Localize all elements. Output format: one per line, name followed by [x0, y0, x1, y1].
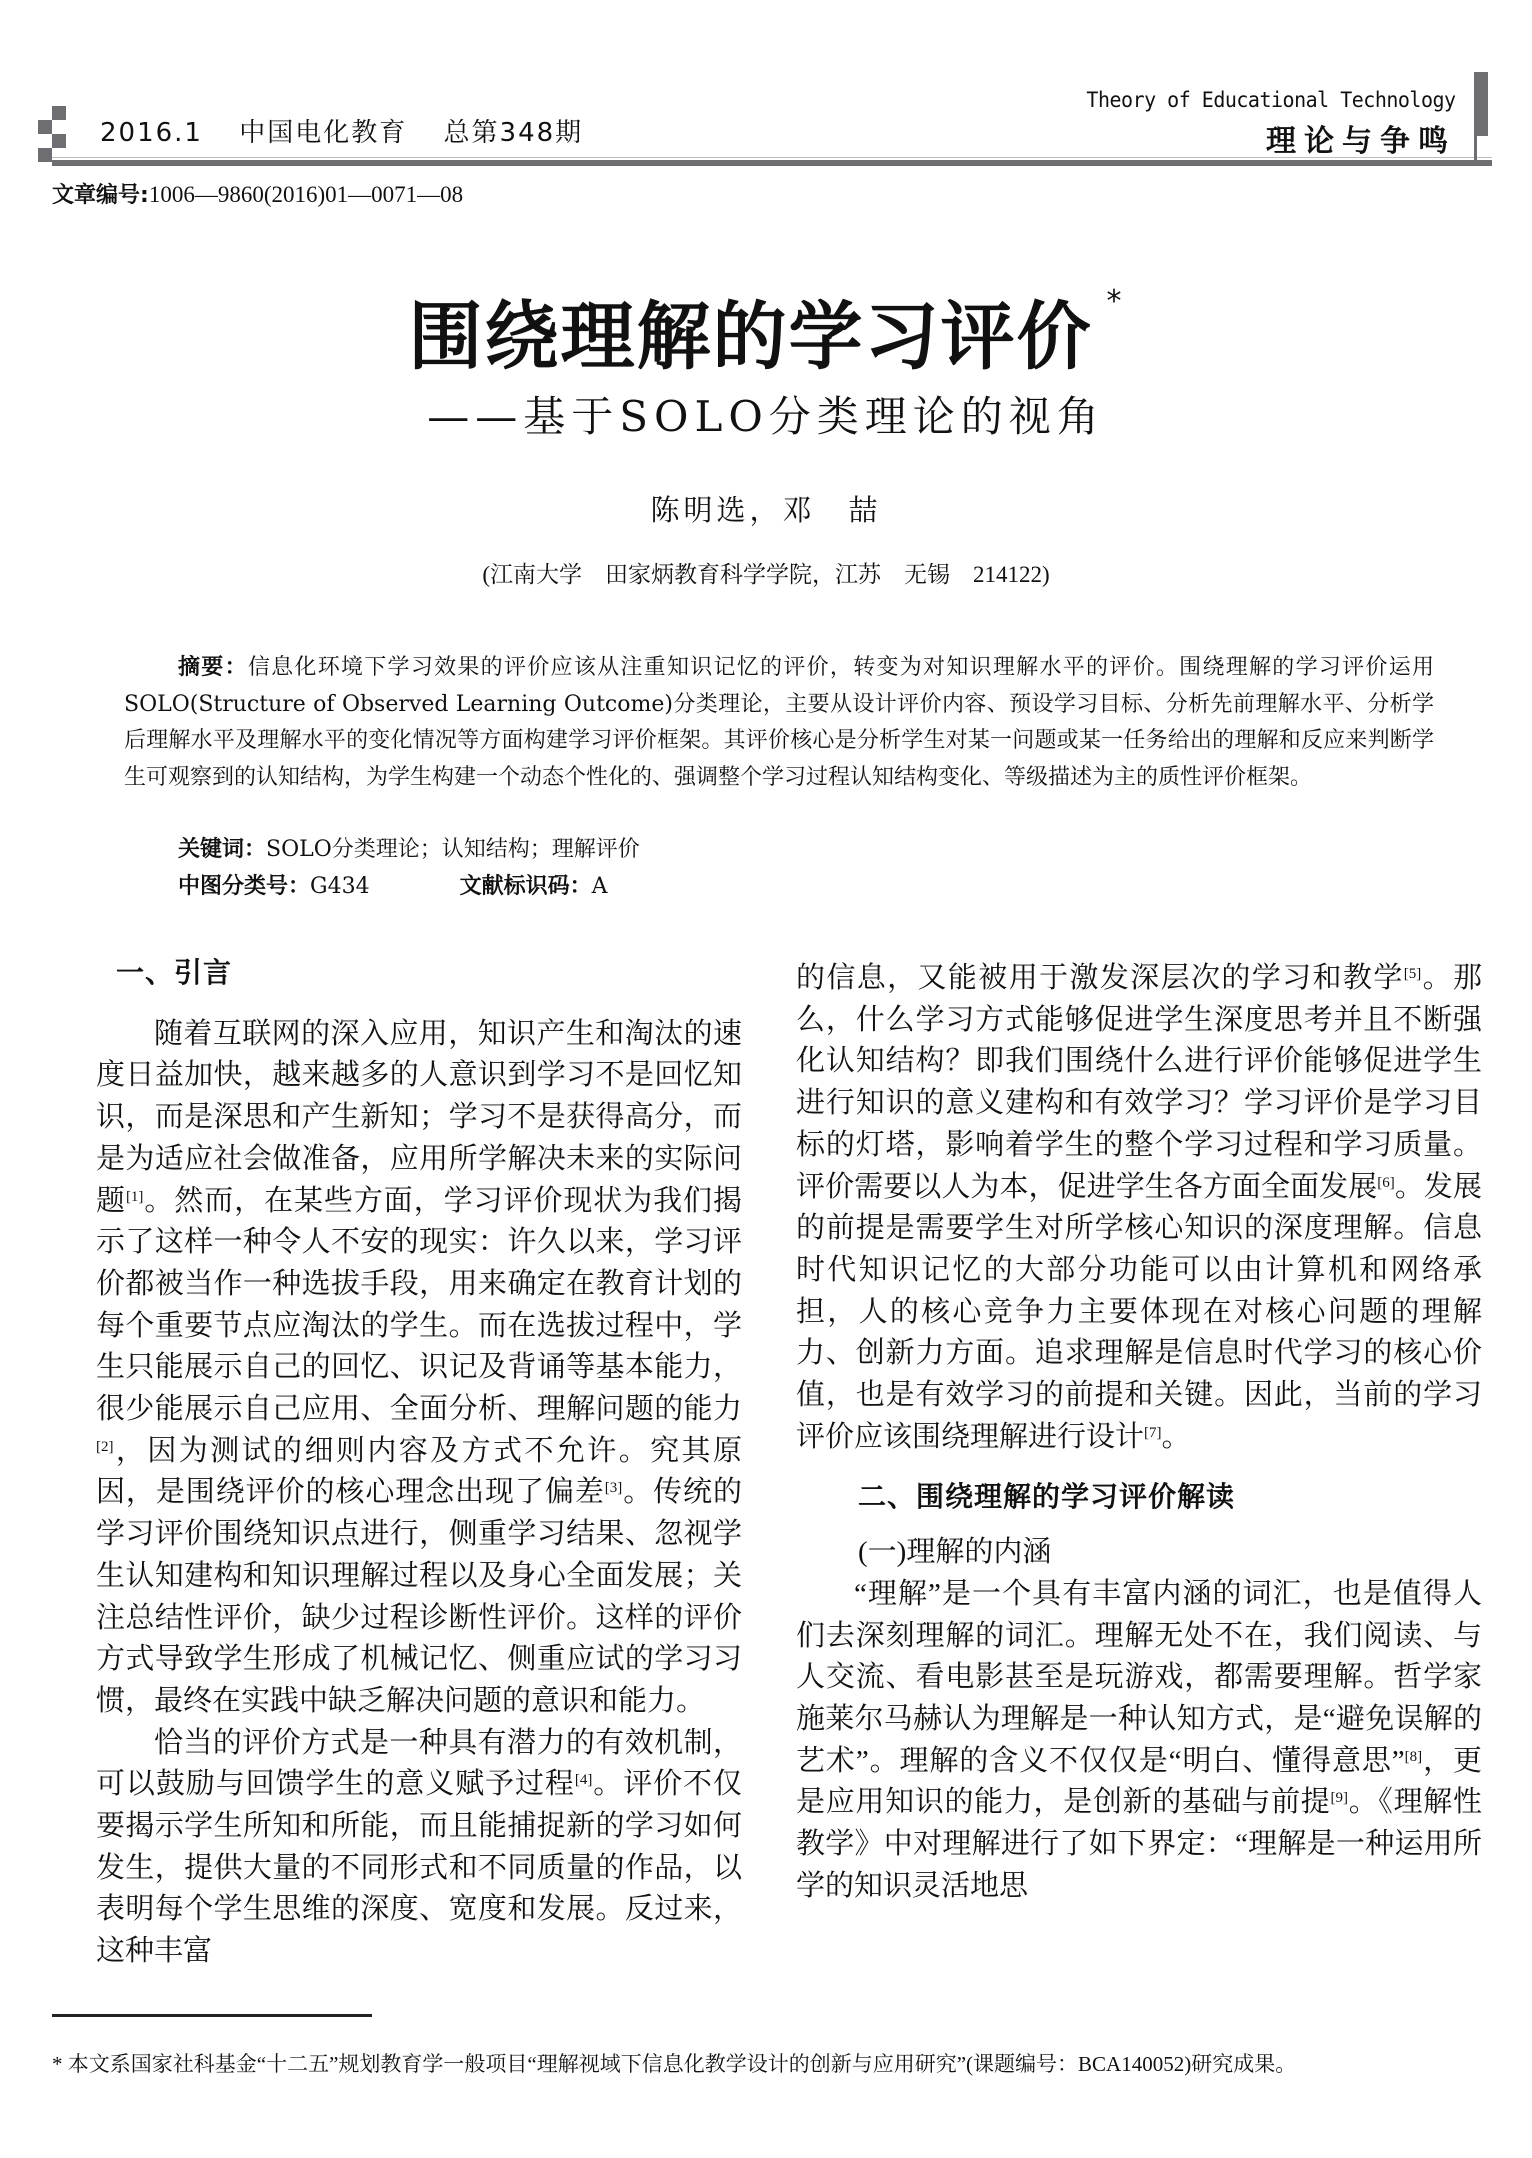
article-number-value: 1006—9860(2016)01—0071—08: [148, 182, 464, 207]
paragraph: [796, 1574, 1482, 1908]
article-number-label: 文章编号:: [52, 183, 149, 208]
total-issue: 总第348期: [443, 118, 584, 148]
paragraph-text: 。那么，什么学习方式能够促进学生深度思考并且不断强化认知结构？即我们围绕什么进行评价能够促进学生进行知识的意义建构和有效学习？学习评价是学习目标的灯塔，影响着学生的整个学习过程和学习质量。评价需要以人为本，促进学生各方面全面发展: [796, 962, 1482, 1203]
header-ornament: [52, 134, 66, 148]
section-heading-2: 二、围绕理解的学习评价解读: [858, 1480, 1236, 1514]
paragraph: [796, 958, 1482, 1458]
citation-ref[interactable]: [3]: [604, 1480, 623, 1497]
clc-label: 中图分类号：: [178, 874, 311, 899]
paragraph-text: 随着互联网的深入应用，知识产生和淘汰的速度日益加快，越来越多的人意识到学习不是回忆知识，而是深思和产生新知；学习不是获得高分，而是为适应社会做准备，应用所学解决未来的实际问题: [96, 1017, 742, 1217]
paragraph-text: 。: [1161, 1420, 1191, 1453]
title-footnote-marker[interactable]: *: [1106, 284, 1124, 319]
header-ornament: [38, 120, 52, 134]
paper-title-text: 围绕理解的学习评价: [408, 294, 1093, 380]
column-name-en: Theory of Educational Technology: [1086, 88, 1456, 112]
paragraph-text: 。评价不仅要揭示学生所知和所能，而且能捕捉新的学习如何发生，提供大量的不同形式和不同质量的作品，以表明每个学生思维的深度、宽度和发展。反过来，这种丰富: [96, 1768, 742, 1968]
citation-ref[interactable]: [2]: [96, 1438, 114, 1455]
header-ornament: [52, 106, 66, 120]
authors: 陈明选，邓 喆: [650, 493, 882, 527]
keywords-text: SOLO分类理论；认知结构；理解评价: [266, 837, 640, 862]
footnote: * 本文系国家社科基金“十二五”规划教育学一般项目“理解视域下信息化教学设计的创新与应用研究”(课题编号：BCA140052)研究成果。: [52, 2052, 1297, 2076]
paragraph-text: 的信息，又能被用于激发深层次的学习和教学: [796, 962, 1404, 994]
doc-code-label: 文献标识码：: [459, 874, 592, 899]
journal-name: 中国电化教育: [239, 118, 408, 148]
paragraph-text: “理解”是一个具有丰富内涵的词汇，也是值得人们去深刻理解的词汇。理解无处不在，我们阅读、与人交流、看电影甚至是玩游戏，都需要理解。哲学家施莱尔马赫认为理解是一种认知方式，是“避免误解的艺术”。理解的含义不仅仅是“明白、懂得意思”: [796, 1577, 1482, 1777]
header-ornament: [38, 148, 52, 162]
clc-value: G434: [310, 874, 370, 899]
paragraph-text: 。然而，在某些方面，学习评价现状为我们揭示了这样一种令人不安的现实：许久以来，学习评价都被当作一种选拔手段，用来确定在教育计划的每个重要节点应淘汰的学生。而在选拔过程中，学生只能展示自己的回忆、识记及背诵等基本能力，很少能展示自己应用、全面分析、理解问题的能力: [96, 1184, 742, 1426]
citation-ref[interactable]: [8]: [1404, 1748, 1423, 1765]
abstract: [124, 650, 1434, 796]
footnote-rule: [52, 2014, 372, 2017]
paragraph: [96, 1014, 742, 1723]
paragraph: [96, 1723, 742, 1973]
citation-ref[interactable]: [9]: [1330, 1790, 1348, 1807]
paper-title: [0, 278, 1532, 384]
abstract-text: 信息化环境下学习效果的评价应该从注重知识记忆的评价，转变为对知识理解水平的评价。围绕理解的学习评价运用SOLO(Structure of Observed Learning Outcome)分类理论，主要从设计评价内容、预设学习目标、分析先前理解水平、分析学后理解水平及理解水平的变化情况等方面构建学习评价框架。其评价核心是分析学生对某一问题或某一任务给出的理解和反应来判断学生可观察到的认知结构，为学生构建一个动态个性化的、强调整个学习过程认知结构变化、等级描述为主的质性评价框架。: [124, 655, 1434, 790]
citation-ref[interactable]: [6]: [1377, 1174, 1395, 1191]
header-side-line: [1474, 136, 1477, 162]
classification: [178, 869, 608, 900]
article-number: [52, 178, 463, 209]
header-rule: [52, 160, 1492, 166]
affiliation: (江南大学 田家炳教育科学学院，江苏 无锡 214122): [482, 562, 1050, 587]
running-header-left: [100, 112, 609, 149]
section-heading-introduction: 一、引言: [116, 956, 233, 989]
paragraph-text: 。传统的学习评价围绕知识点进行，侧重学习结果、忽视学生认知建构和知识理解过程以及身心全面发展；关注总结性评价，缺少过程诊断性评价。这样的评价方式导致学生形成了机械记忆、侧重应试的学习习惯，最终在实践中缺乏解决问题的意识和能力。: [96, 1476, 742, 1717]
paragraph-text: 。《理解性教学》中对理解进行了如下界定：“理解是一种运用所学的知识灵活地思: [796, 1786, 1482, 1902]
citation-ref[interactable]: [7]: [1144, 1424, 1162, 1441]
paragraph-text: ，因为测试的细则内容及方式不允许。究其原因，是围绕评价的核心理念出现了偏差: [96, 1434, 742, 1509]
paper-subtitle: ——基于SOLO分类理论的视角: [427, 392, 1105, 441]
body-column-left: [96, 952, 742, 1973]
keywords: [178, 832, 640, 863]
paragraph-text: 恰当的评价方式是一种具有潜力的有效机制，可以鼓励与回馈学生的意义赋予过程: [96, 1726, 742, 1801]
citation-ref[interactable]: [4]: [574, 1772, 593, 1789]
header-side-bar: [1474, 72, 1488, 136]
keywords-label: 关键词：: [178, 837, 267, 862]
doc-code-value: A: [591, 874, 608, 899]
citation-ref[interactable]: [5]: [1403, 966, 1422, 982]
abstract-label: 摘要：: [178, 655, 248, 680]
citation-ref[interactable]: [1]: [125, 1188, 144, 1205]
subsection-heading: (一)理解的内涵: [858, 1536, 1052, 1569]
paragraph-text: ，更是应用知识的能力，是创新的基础与前提: [796, 1744, 1482, 1819]
body-column-right: [796, 958, 1482, 1907]
column-name-zh: 理论与争鸣: [1266, 124, 1456, 159]
paragraph-text: 。发展的前提是需要学生对所学核心知识的深度理解。信息时代知识记忆的大部分功能可以由计算机和网络承担，人的核心竞争力主要体现在对核心问题的理解力、创新力方面。追求理解是信息时代学习的核心价值，也是有效学习的前提和关键。因此，当前的学习评价应该围绕理解进行设计: [796, 1170, 1482, 1453]
issue-number: 2016.1: [100, 118, 203, 148]
